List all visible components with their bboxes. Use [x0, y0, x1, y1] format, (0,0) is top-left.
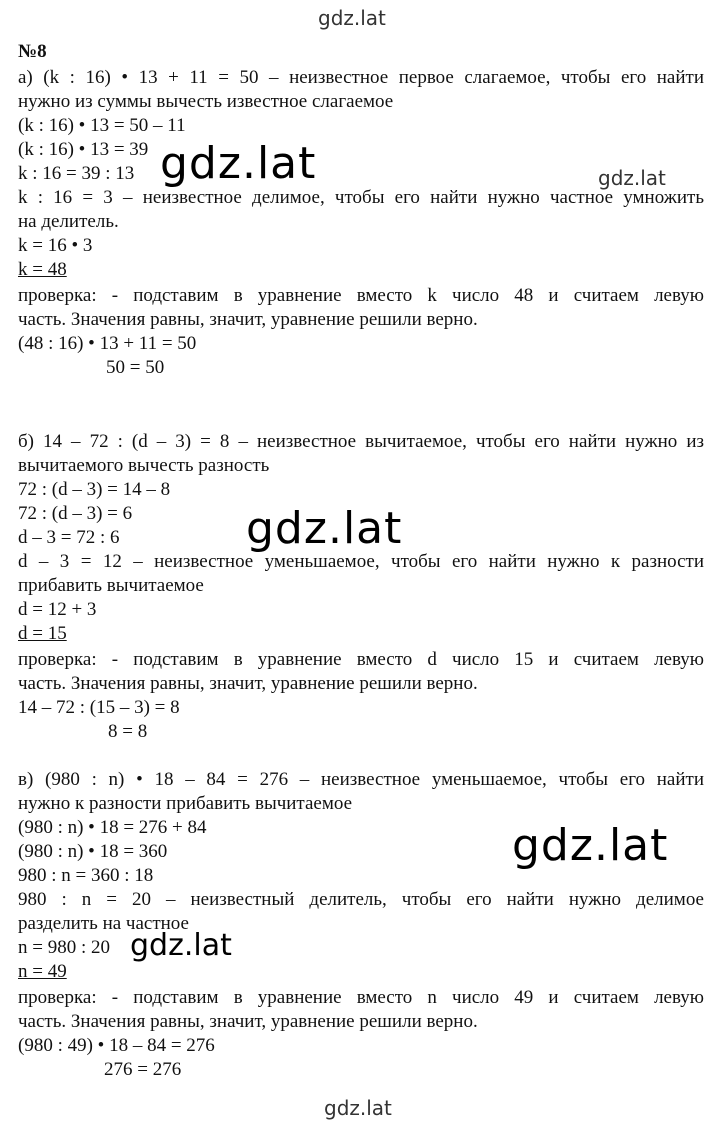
watermark-large-3: gdz.lat: [512, 820, 669, 871]
part-c-check-equation: (980 : 49) • 18 – 84 = 276: [18, 1035, 215, 1056]
watermark-medium: gdz.lat: [130, 928, 232, 963]
part-c-check-line-2: часть. Значения равны, значит, уравнение решили верно.: [18, 1011, 478, 1032]
part-c-check-result: 276 = 276: [104, 1059, 182, 1080]
watermark-bottom: gdz.lat: [324, 1096, 392, 1120]
part-b-line-1: б) 14 – 72 : (d – 3) = 8 – неизвестное вычитаемое, чтобы его найти нужно из: [18, 431, 704, 452]
task-number: №8: [18, 41, 47, 62]
watermark-large-2: gdz.lat: [246, 503, 403, 554]
part-b-line-3: 72 : (d – 3) = 14 – 8: [18, 479, 171, 500]
part-a-check-result: 50 = 50: [106, 357, 165, 378]
part-c-line-1: в) (980 : n) • 18 – 84 = 276 – неизвестное уменьшаемое, чтобы его найти: [18, 769, 704, 790]
part-a-check-equation: (48 : 16) • 13 + 11 = 50: [18, 333, 197, 354]
part-b-line-6: d – 3 = 12 – неизвестное уменьшаемое, чтобы его найти нужно к разности: [18, 551, 704, 572]
part-b-check-line-1: проверка: - подставим в уравнение вместо d число 15 и считаем левую: [18, 649, 704, 670]
part-a-answer: k = 48: [18, 259, 67, 280]
part-a-line-6: k : 16 = 3 – неизвестное делимое, чтобы его найти нужно частное умножить: [18, 187, 704, 208]
part-b-line-5: d – 3 = 72 : 6: [18, 527, 120, 548]
part-a-line-7: на делитель.: [18, 211, 119, 232]
part-b-check-line-2: часть. Значения равны, значит, уравнение решили верно.: [18, 673, 478, 694]
part-c-line-7: разделить на частное: [18, 913, 189, 934]
part-b-line-4: 72 : (d – 3) = 6: [18, 503, 133, 524]
part-c-line-3: (980 : n) • 18 = 276 + 84: [18, 817, 207, 838]
part-c-line-6: 980 : n = 20 – неизвестный делитель, чтобы его найти нужно делимое: [18, 889, 704, 910]
part-c-answer: n = 49: [18, 961, 67, 982]
part-a-check-line-1: проверка: - подставим в уравнение вместо k число 48 и считаем левую: [18, 285, 704, 306]
part-c-line-2: нужно к разности прибавить вычитаемое: [18, 793, 353, 814]
part-b-line-2: вычитаемого вычесть разность: [18, 455, 270, 476]
part-a-line-1: а) (k : 16) • 13 + 11 = 50 – неизвестное первое слагаемое, чтобы его найти: [18, 67, 704, 88]
watermark-top: gdz.lat: [318, 6, 386, 30]
part-b-check-result: 8 = 8: [108, 721, 148, 742]
part-b-check-equation: 14 – 72 : (15 – 3) = 8: [18, 697, 180, 718]
part-c-line-5: 980 : n = 360 : 18: [18, 865, 154, 886]
part-b-line-7: прибавить вычитаемое: [18, 575, 204, 596]
watermark-large-1: gdz.lat: [160, 138, 317, 189]
part-b-answer: d = 15: [18, 623, 67, 644]
part-b-line-8: d = 12 + 3: [18, 599, 97, 620]
part-c-line-4: (980 : n) • 18 = 360: [18, 841, 168, 862]
part-c-check-line-1: проверка: - подставим в уравнение вместо n число 49 и считаем левую: [18, 987, 704, 1008]
part-a-line-8: k = 16 • 3: [18, 235, 93, 256]
part-c-line-8: n = 980 : 20: [18, 937, 110, 958]
part-a-line-5: k : 16 = 39 : 13: [18, 163, 135, 184]
watermark-small-right: gdz.lat: [598, 166, 666, 190]
part-a-check-line-2: часть. Значения равны, значит, уравнение решили верно.: [18, 309, 478, 330]
part-a-line-3: (k : 16) • 13 = 50 – 11: [18, 115, 186, 136]
part-a-line-2: нужно из суммы вычесть известное слагаемое: [18, 91, 394, 112]
part-a-line-4: (k : 16) • 13 = 39: [18, 139, 149, 160]
